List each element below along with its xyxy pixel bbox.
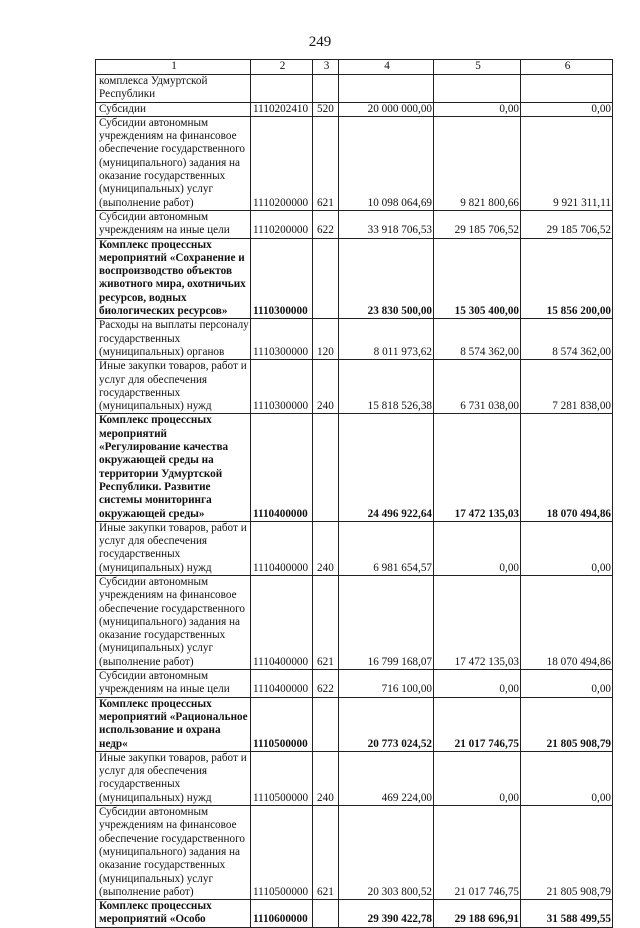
row-name-cell: Иные закупки товаров, работ и услуг для обеспечения государственных (муниципальных) нужд bbox=[96, 751, 251, 805]
row-name-cell: Субсидии автономным учреждениям на финансовое обеспечение государственного (муниципального) задания на оказание государственных (муниципальных) услуг (выполнение работ) bbox=[96, 116, 251, 210]
table-row bbox=[96, 670, 613, 698]
row-code-cell: 1110500000 bbox=[251, 697, 313, 751]
row-amount-col6-cell: 0,00 bbox=[521, 521, 613, 575]
row-amount-col5-cell: 21 017 746,75 bbox=[434, 806, 521, 900]
page-number: 249 bbox=[308, 34, 332, 50]
row-amount-col6-cell bbox=[521, 75, 613, 103]
row-expense-type-cell: 622 bbox=[313, 210, 339, 238]
row-amount-col4-cell bbox=[339, 75, 434, 103]
row-amount-col4-cell: 20 000 000,00 bbox=[339, 102, 434, 116]
row-amount-col4-cell: 20 773 024,52 bbox=[339, 697, 434, 751]
row-amount-col6-cell: 0,00 bbox=[521, 670, 613, 698]
table-row bbox=[96, 521, 613, 575]
row-name-cell: Комплекс процессных мероприятий «Регулирование качества окружающей среды на территории Удмуртской Республики. Развитие системы мониторинга окружающей среды» bbox=[96, 414, 251, 521]
row-code-cell bbox=[251, 75, 313, 103]
row-amount-col5-cell: 29 185 706,52 bbox=[434, 210, 521, 238]
row-expense-type-cell: 621 bbox=[313, 806, 339, 900]
row-name-cell: Комплекс процессных мероприятий «Сохранение и воспроизводство объектов животного мира, охотничьих ресурсов, водных биологических ресурсов» bbox=[96, 238, 251, 319]
row-code-cell: 1110200000 bbox=[251, 116, 313, 210]
row-amount-col4-cell: 469 224,00 bbox=[339, 751, 434, 805]
row-code-cell: 1110500000 bbox=[251, 751, 313, 805]
row-amount-col5-cell: 17 472 135,03 bbox=[434, 575, 521, 669]
row-amount-col6-cell: 0,00 bbox=[521, 102, 613, 116]
row-name-cell: Субсидии bbox=[96, 102, 251, 116]
row-name-cell: Субсидии автономным учреждениям на иные цели bbox=[96, 670, 251, 698]
table-row bbox=[96, 575, 613, 669]
row-amount-col6-cell: 7 281 838,00 bbox=[521, 360, 613, 414]
row-code-cell: 1110600000 bbox=[251, 900, 313, 928]
row-amount-col4-cell: 8 011 973,62 bbox=[339, 319, 434, 360]
row-expense-type-cell: 120 bbox=[313, 319, 339, 360]
table-row bbox=[96, 360, 613, 414]
row-expense-type-cell: 240 bbox=[313, 521, 339, 575]
header-cell-4: 4 bbox=[339, 60, 434, 75]
row-amount-col4-cell: 29 390 422,78 bbox=[339, 900, 434, 928]
row-expense-type-cell: 621 bbox=[313, 575, 339, 669]
header-row bbox=[96, 60, 613, 75]
row-amount-col6-cell: 21 805 908,79 bbox=[521, 806, 613, 900]
row-code-cell: 1110500000 bbox=[251, 806, 313, 900]
row-amount-col5-cell: 21 017 746,75 bbox=[434, 697, 521, 751]
row-code-cell: 1110200000 bbox=[251, 210, 313, 238]
table-row-program-total bbox=[96, 238, 613, 319]
row-name-cell: Расходы на выплаты персоналу государственных (муниципальных) органов bbox=[96, 319, 251, 360]
row-code-cell: 1110400000 bbox=[251, 414, 313, 521]
row-amount-col6-cell: 21 805 908,79 bbox=[521, 697, 613, 751]
row-amount-col4-cell: 10 098 064,69 bbox=[339, 116, 434, 210]
header-cell-2: 2 bbox=[251, 60, 313, 75]
row-name-cell: Субсидии автономным учреждениям на финансовое обеспечение государственного (муниципального) задания на оказание государственных (муниципальных) услуг (выполнение работ) bbox=[96, 806, 251, 900]
row-amount-col4-cell: 20 303 800,52 bbox=[339, 806, 434, 900]
row-amount-col4-cell: 24 496 922,64 bbox=[339, 414, 434, 521]
row-amount-col5-cell bbox=[434, 75, 521, 103]
table-row-program-total bbox=[96, 697, 613, 751]
row-code-cell: 1110300000 bbox=[251, 319, 313, 360]
row-name-cell: Субсидии автономным учреждениям на финансовое обеспечение государственного (муниципального) задания на оказание государственных (муниципальных) услуг (выполнение работ) bbox=[96, 575, 251, 669]
row-expense-type-cell: 622 bbox=[313, 670, 339, 698]
row-expense-type-cell bbox=[313, 697, 339, 751]
table-row bbox=[96, 210, 613, 238]
row-name-cell: Комплекс процессных мероприятий «Рациональное использование и охрана недр« bbox=[96, 697, 251, 751]
row-amount-col5-cell: 15 305 400,00 bbox=[434, 238, 521, 319]
row-amount-col4-cell: 23 830 500,00 bbox=[339, 238, 434, 319]
table-row bbox=[96, 116, 613, 210]
table-row-program-total bbox=[96, 414, 613, 521]
row-amount-col5-cell: 0,00 bbox=[434, 670, 521, 698]
row-amount-col6-cell: 0,00 bbox=[521, 751, 613, 805]
row-name-cell: Иные закупки товаров, работ и услуг для обеспечения государственных (муниципальных) нужд bbox=[96, 360, 251, 414]
row-amount-col5-cell: 9 821 800,66 bbox=[434, 116, 521, 210]
row-code-cell: 1110400000 bbox=[251, 575, 313, 669]
row-amount-col5-cell: 8 574 362,00 bbox=[434, 319, 521, 360]
row-expense-type-cell bbox=[313, 900, 339, 928]
row-amount-col5-cell: 0,00 bbox=[434, 102, 521, 116]
row-amount-col5-cell: 0,00 bbox=[434, 751, 521, 805]
row-amount-col6-cell: 18 070 494,86 bbox=[521, 575, 613, 669]
row-code-cell: 1110400000 bbox=[251, 521, 313, 575]
row-expense-type-cell bbox=[313, 75, 339, 103]
row-name-cell: Субсидии автономным учреждениям на иные цели bbox=[96, 210, 251, 238]
row-expense-type-cell: 240 bbox=[313, 751, 339, 805]
row-expense-type-cell bbox=[313, 414, 339, 521]
header-cell-3: 3 bbox=[313, 60, 339, 75]
row-amount-col5-cell: 29 188 696,91 bbox=[434, 900, 521, 928]
row-amount-col4-cell: 16 799 168,07 bbox=[339, 575, 434, 669]
header-cell-6: 6 bbox=[521, 60, 613, 75]
table-row bbox=[96, 806, 613, 900]
row-code-cell: 1110300000 bbox=[251, 238, 313, 319]
row-amount-col6-cell: 8 574 362,00 bbox=[521, 319, 613, 360]
table-row bbox=[96, 751, 613, 805]
row-amount-col6-cell: 9 921 311,11 bbox=[521, 116, 613, 210]
row-expense-type-cell: 240 bbox=[313, 360, 339, 414]
budget-table bbox=[95, 59, 613, 928]
row-expense-type-cell bbox=[313, 238, 339, 319]
row-amount-col6-cell: 29 185 706,52 bbox=[521, 210, 613, 238]
row-amount-col5-cell: 6 731 038,00 bbox=[434, 360, 521, 414]
row-amount-col5-cell: 0,00 bbox=[434, 521, 521, 575]
header-cell-5: 5 bbox=[434, 60, 521, 75]
row-amount-col6-cell: 15 856 200,00 bbox=[521, 238, 613, 319]
table-row bbox=[96, 75, 613, 103]
row-name-cell: Комплекс процессных мероприятий «Особо bbox=[96, 900, 251, 928]
row-code-cell: 1110400000 bbox=[251, 670, 313, 698]
row-amount-col5-cell: 17 472 135,03 bbox=[434, 414, 521, 521]
table-row-program-total bbox=[96, 900, 613, 928]
row-amount-col6-cell: 18 070 494,86 bbox=[521, 414, 613, 521]
header-cell-1: 1 bbox=[96, 60, 251, 75]
table-row bbox=[96, 102, 613, 116]
row-name-cell: комплекса Удмуртской Республики bbox=[96, 75, 251, 103]
row-amount-col6-cell: 31 588 499,55 bbox=[521, 900, 613, 928]
table-row bbox=[96, 319, 613, 360]
row-amount-col4-cell: 716 100,00 bbox=[339, 670, 434, 698]
row-code-cell: 1110202410 bbox=[251, 102, 313, 116]
row-amount-col4-cell: 33 918 706,53 bbox=[339, 210, 434, 238]
row-name-cell: Иные закупки товаров, работ и услуг для обеспечения государственных (муниципальных) нужд bbox=[96, 521, 251, 575]
row-code-cell: 1110300000 bbox=[251, 360, 313, 414]
row-expense-type-cell: 621 bbox=[313, 116, 339, 210]
row-amount-col4-cell: 15 818 526,38 bbox=[339, 360, 434, 414]
row-expense-type-cell: 520 bbox=[313, 102, 339, 116]
row-amount-col4-cell: 6 981 654,57 bbox=[339, 521, 434, 575]
